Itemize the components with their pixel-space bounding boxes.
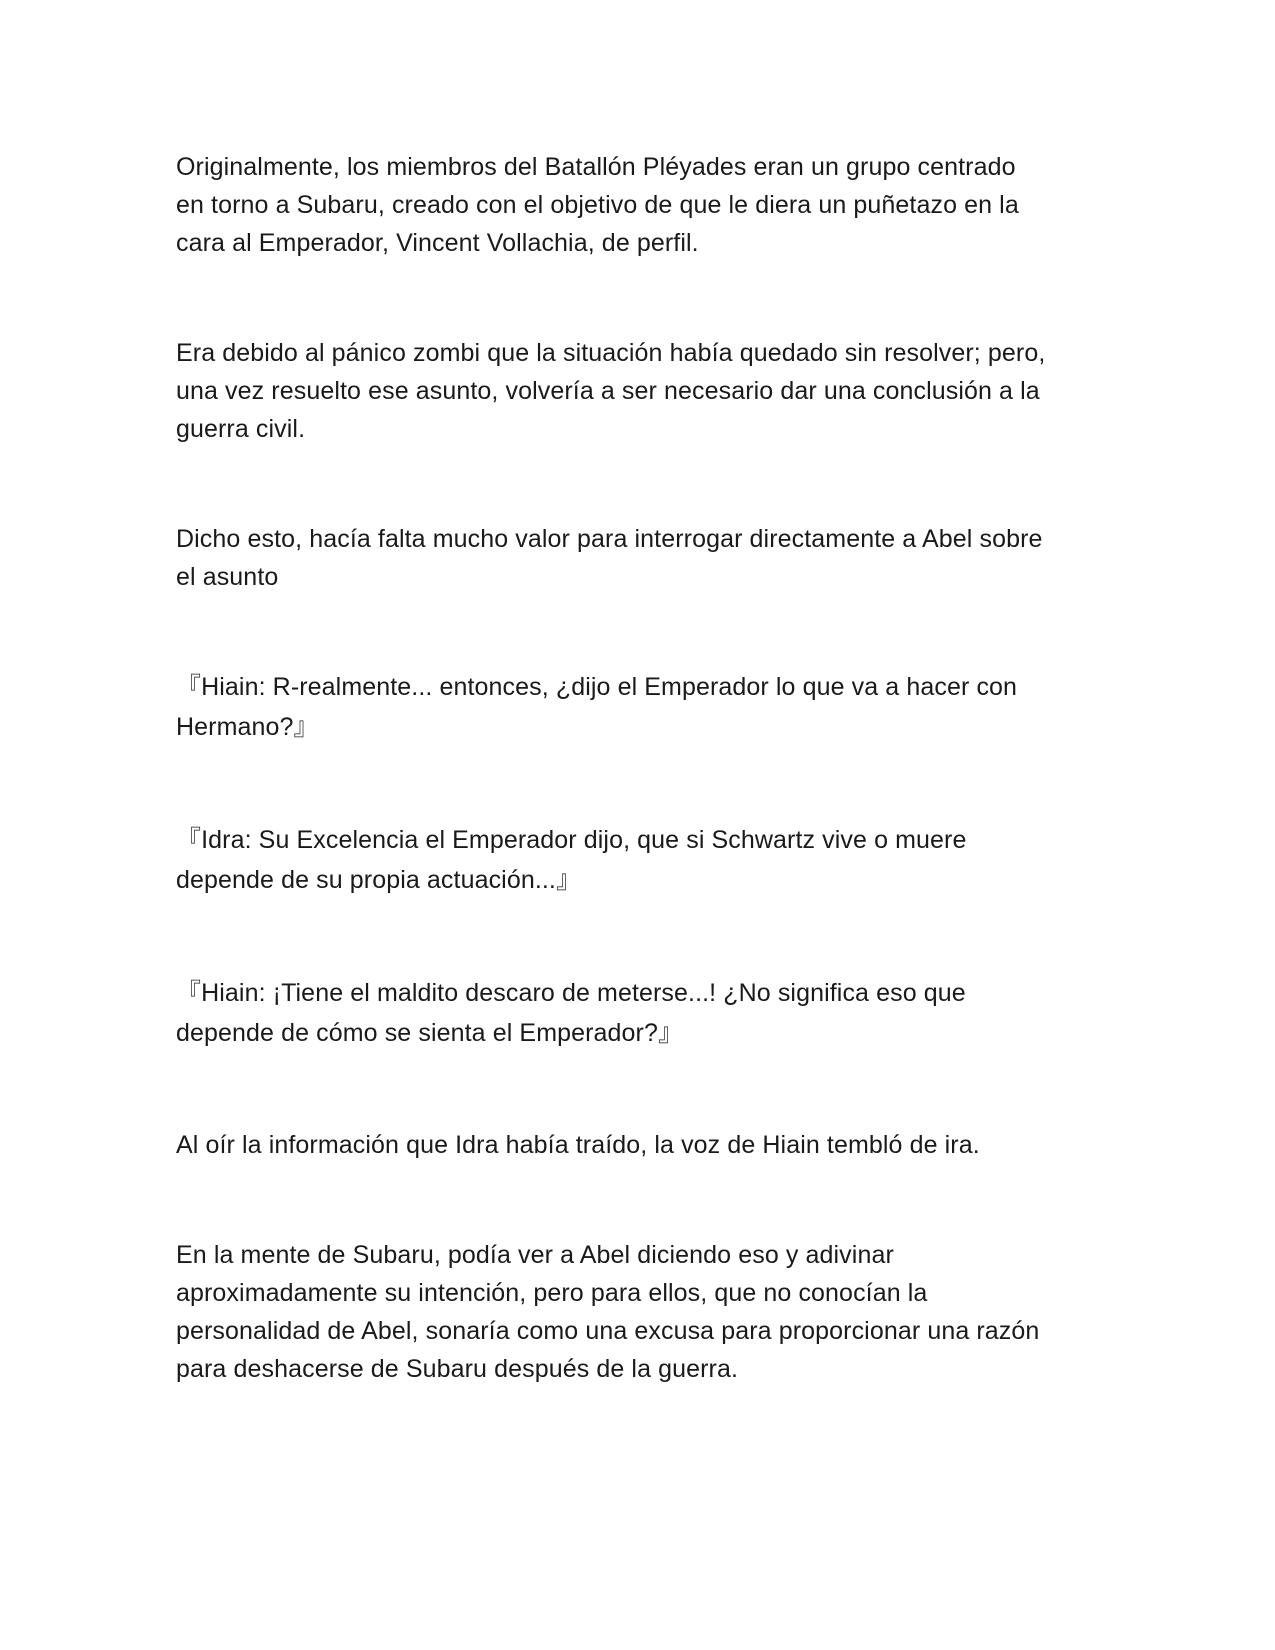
paragraph-narration: Al oír la información que Idra había traído, la voz de Hiain tembló de ira. — [176, 1131, 980, 1159]
paragraph-narration: Originalmente, los miembros del Batallón Pléyades eran un grupo centrado en torno a Subaru, creado con el objetivo de que le diera un puñetazo en la cara al Emperador, Vincent Vollachia, de perfil. — [176, 153, 1019, 257]
paragraph-narration: En la mente de Subaru, podía ver a Abel diciendo eso y adivinar aproximadamente su intención, pero para ellos, que no conocían la personalidad de Abel, sonaría como una excusa para proporcionar una razón para deshacerse de Subaru después de la guerra. — [176, 1241, 1040, 1383]
paragraph-dialogue-idra: 『Idra: Su Excelencia el Emperador dijo, que si Schwartz vive o muere depende de su propia actuación...』 — [176, 826, 967, 894]
paragraph-dialogue-hiain: 『Hiain: ¡Tiene el maldito descaro de meterse...! ¿No significa eso que depende de cómo se sienta el Emperador?』 — [176, 979, 966, 1047]
paragraph-narration: Era debido al pánico zombi que la situación había quedado sin resolver; pero, una vez resuelto ese asunto, volvería a ser necesario dar una conclusión a la guerra civil. — [176, 339, 1046, 443]
paragraph-dialogue-hiain: 『Hiain: R-realmente... entonces, ¿dijo el Emperador lo que va a hacer con Hermano?』 — [176, 673, 1018, 741]
paragraph-narration: Dicho esto, hacía falta mucho valor para interrogar directamente a Abel sobre el asunto — [176, 525, 1043, 591]
